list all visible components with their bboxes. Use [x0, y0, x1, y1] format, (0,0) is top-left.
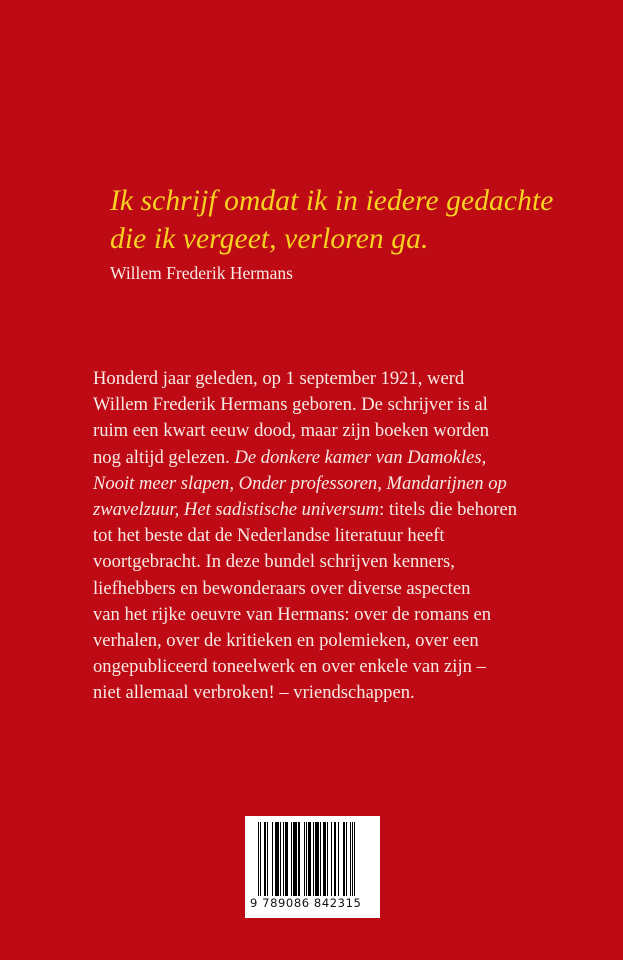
blurb-line: [93, 445, 517, 471]
back-cover-blurb: [93, 366, 517, 707]
book-titles: De donkere kamer van Damokles,: [234, 446, 487, 468]
blurb-line: [93, 471, 517, 497]
blurb-text: van het rijke oeuvre van Hermans: over de romans en: [93, 603, 492, 625]
blurb-line: [93, 418, 517, 444]
blurb-line: [93, 549, 517, 575]
blurb-text: verhalen, over de kritieken en polemieken, over een: [93, 630, 479, 652]
blurb-text: ongepubliceerd toneelwerk en over enkele van zijn –: [93, 656, 486, 678]
isbn-number: 9 789086 842315: [250, 896, 362, 910]
blurb-text: ruim een kwart eeuw dood, maar zijn boeken worden: [93, 420, 490, 442]
blurb-text: Honderd jaar geleden, op 1 september 1921, werd: [93, 368, 465, 389]
blurb-line: [93, 392, 517, 418]
blurb-line: [93, 576, 517, 602]
blurb-line: [93, 497, 517, 523]
book-titles: zwavelzuur, Het sadistische universum: [93, 499, 380, 521]
blurb-line: [93, 602, 517, 628]
blurb-line: [93, 654, 517, 680]
blurb-text: Willem Frederik Hermans geboren. De schrijver is al: [93, 394, 488, 416]
blurb-line: [93, 680, 517, 706]
quote-attribution: Willem Frederik Hermans: [110, 263, 293, 283]
epigraph-quote: [110, 182, 553, 258]
blurb-line: [93, 628, 517, 654]
quote-line: die ik vergeet, verloren ga.: [110, 223, 429, 255]
blurb-line: [93, 366, 517, 392]
barcode-bar: [354, 822, 355, 906]
blurb-text: : titels die behoren: [379, 499, 517, 521]
blurb-text: tot het beste dat de Nederlandse literatuur heeft: [93, 525, 445, 547]
barcode-icon: [258, 822, 368, 906]
isbn-barcode: [245, 816, 380, 918]
blurb-text: liefhebbers en bewonderaars over diverse aspecten: [93, 577, 471, 599]
blurb-text: voortgebracht. In deze bundel schrijven kenners,: [93, 551, 455, 573]
blurb-text: nog altijd gelezen.: [93, 446, 235, 468]
blurb-text: niet allemaal verbroken! – vriendschappen.: [93, 682, 415, 704]
book-titles: Nooit meer slapen, Onder professoren, Mandarijnen op: [93, 472, 507, 494]
quote-line: Ik schrijf omdat ik in iedere gedachte: [110, 185, 554, 217]
blurb-line: [93, 523, 517, 549]
